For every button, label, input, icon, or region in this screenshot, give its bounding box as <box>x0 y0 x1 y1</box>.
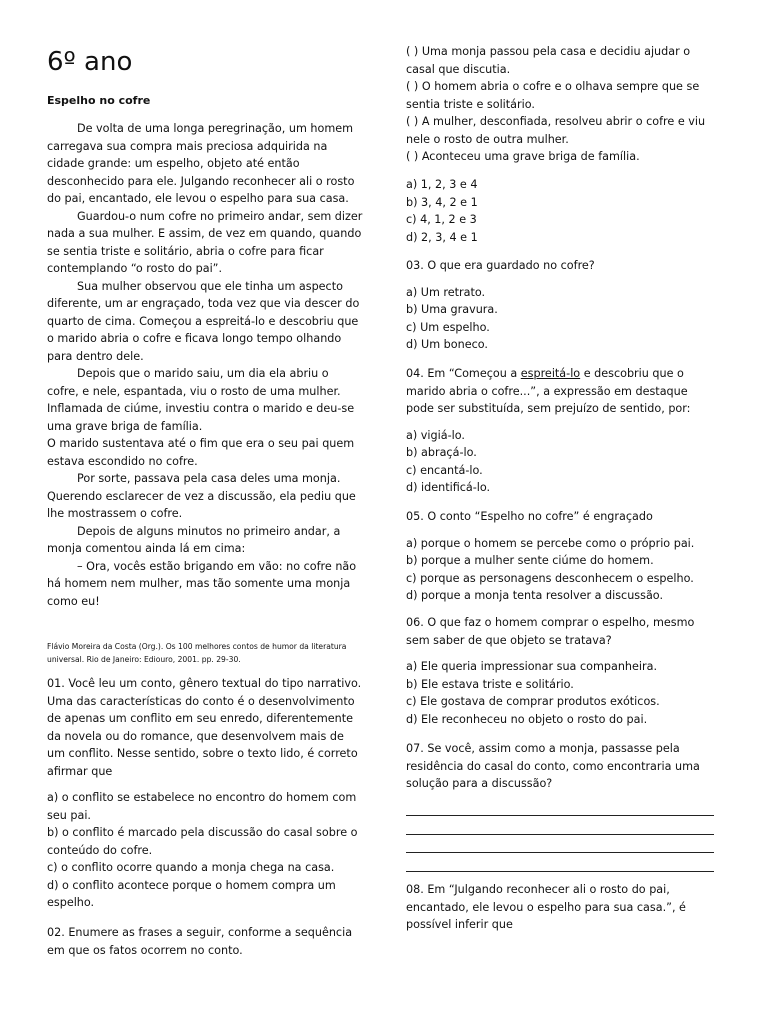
question-3-option-b: b) Uma gravura. <box>406 303 498 316</box>
question-4-highlight: espreitá-lo <box>520 367 581 380</box>
question-5-option-c: c) porque as personagens desconhecem o espelho. <box>406 571 694 585</box>
question-5-option-b: b) porque a mulher sente ciúme do homem. <box>406 554 654 567</box>
question-2-items <box>406 43 718 166</box>
question-4-prefix: 04. Em “Começou a <box>406 367 521 380</box>
story-paragraph: Depois que o marido saiu, um dia ela abriu o cofre, e nele, espantada, viu o rosto de uma mulher. Inflamada de ciúme, investiu contra o marido e deu-se uma grave briga de família. <box>47 367 355 433</box>
story-paragraph: O marido sustentava até o fim que era o seu pai quem estava escondido no cofre. <box>47 437 355 468</box>
question-2-item: ( ) A mulher, desconfiada, resolveu abrir o cofre e viu nele o rosto de outra mulher. <box>406 115 706 146</box>
question-2 <box>47 924 363 959</box>
question-6-option-b: b) Ele estava triste e solitário. <box>406 677 574 691</box>
question-4-text <box>406 365 718 418</box>
answer-line[interactable] <box>406 798 714 817</box>
answer-line[interactable] <box>406 835 714 854</box>
question-3-text: 03. O que era guardado no cofre? <box>406 259 595 272</box>
story-paragraph: Guardou-o num cofre no primeiro andar, sem dizer nada a sua mulher. E assim, de vez em quando, quando se sentia triste e solitário, abria o cofre para ficar contemplando “o rosto do pai”. <box>47 209 363 275</box>
question-6-option-c: c) Ele gostava de comprar produtos exóticos. <box>406 695 660 708</box>
answer-line[interactable] <box>406 816 714 835</box>
question-4-option-c: c) encantá-lo. <box>406 463 483 477</box>
story-paragraph: – Ora, vocês estão brigando em vão: no cofre não há homem nem mulher, mas tão somente uma monja como eu! <box>47 559 357 608</box>
question-1-option-d: d) o conflito acontece porque o homem compra um espelho. <box>47 878 336 909</box>
question-2-options <box>406 176 718 246</box>
story-paragraph: Por sorte, passava pela casa deles uma monja. Querendo esclarecer de vez a discussão, ela pediu que lhe mostrassem o cofre. <box>47 472 356 520</box>
question-1-option-a: a) o conflito se estabelece no encontro do homem com seu pai. <box>47 791 357 822</box>
question-1 <box>47 675 363 912</box>
question-6 <box>406 614 718 728</box>
question-8 <box>406 881 718 934</box>
question-4-option-a: a) vigiá-lo. <box>406 428 465 442</box>
grade-heading: 6º ano <box>47 47 133 77</box>
question-4 <box>406 365 718 497</box>
question-8-text: 08. Em “Julgando reconhecer ali o rosto do pai, encantado, ele levou o espelho para sua casa.”, é possível inferir que <box>406 883 686 931</box>
question-2-text: 02. Enumere as frases a seguir, conforme a sequência em que os fatos ocorrem no conto. <box>47 926 353 957</box>
question-4-suffix: e descobriu que o marido abria o cofre...”, a expressão em destaque pode ser substituída, sem prejuízo de sentido, por: <box>406 367 691 415</box>
question-7-text: 07. Se você, assim como a monja, passasse pela residência do casal do conto, como encontraria uma solução para a discussão? <box>406 742 700 790</box>
question-1-option-b: b) o conflito é marcado pela discussão do casal sobre o conteúdo do cofre. <box>47 826 358 857</box>
question-2-item: ( ) Aconteceu uma grave briga de família. <box>406 150 640 163</box>
story-text <box>47 120 363 610</box>
story-paragraph: De volta de uma longa peregrinação, um homem carregava sua compra mais preciosa adquirida na cidade grande: um espelho, objeto até então desconhecido para ele. Julgando reconhecer ali o rosto do pai, encantado, ele levou o espelho para sua casa. <box>47 122 355 205</box>
question-2-item: ( ) Uma monja passou pela casa e decidiu ajudar o casal que discutia. <box>406 45 691 76</box>
question-1-option-c: c) o conflito ocorre quando a monja chega na casa. <box>47 861 335 874</box>
story-paragraph: Sua mulher observou que ele tinha um aspecto diferente, um ar engraçado, toda vez que via descer do quarto de cima. Começou a espreitá-lo e descobriu que o marido abria o cofre e ficava longo tempo olhando para dentro dele. <box>47 279 360 363</box>
question-7 <box>406 740 718 872</box>
question-1-text: 01. Você leu um conto, gênero textual do tipo narrativo. Uma das características do conto é o desenvolvimento de apenas um conflito em seu enredo, diferentemente da novela ou do romance, que desenvolvem mais de um conflito. Nesse sentido, sobre o texto lido, é correto afirmar que <box>47 677 362 778</box>
question-3-option-d: d) Um boneco. <box>406 338 488 351</box>
answer-line[interactable] <box>406 853 714 872</box>
question-5-text: 05. O conto “Espelho no cofre” é engraçado <box>406 510 653 523</box>
story-title: Espelho no cofre <box>47 94 151 107</box>
question-2-option-d: d) 2, 3, 4 e 1 <box>406 230 478 244</box>
question-4-option-b: b) abraçá-lo. <box>406 446 477 459</box>
question-3-option-a: a) Um retrato. <box>406 285 486 299</box>
question-2-option-c: c) 4, 1, 2 e 3 <box>406 213 477 226</box>
question-2-option-b: b) 3, 4, 2 e 1 <box>406 195 478 209</box>
question-6-option-d: d) Ele reconheceu no objeto o rosto do pai. <box>406 712 648 726</box>
question-4-option-d: d) identificá-lo. <box>406 481 491 494</box>
question-2-option-a: a) 1, 2, 3 e 4 <box>406 178 478 191</box>
question-2-item: ( ) O homem abria o cofre e o olhava sempre que se sentia triste e solitário. <box>406 80 700 111</box>
question-6-option-a: a) Ele queria impressionar sua companheira. <box>406 660 658 673</box>
story-paragraph: Depois de alguns minutos no primeiro andar, a monja comentou ainda lá em cima: <box>47 524 341 555</box>
story-source: Flávio Moreira da Costa (Org.). Os 100 melhores contos de humor da literatura universal. Rio de Janeiro: Ediouro, 2001. pp. 29-30. <box>47 642 347 664</box>
question-6-text: 06. O que faz o homem comprar o espelho, mesmo sem saber de que objeto se tratava? <box>406 616 695 647</box>
question-3 <box>406 257 718 354</box>
question-5-option-d: d) porque a monja tenta resolver a discussão. <box>406 589 664 602</box>
question-3-option-c: c) Um espelho. <box>406 320 490 334</box>
question-5-option-a: a) porque o homem se percebe como o próprio pai. <box>406 536 695 550</box>
question-5 <box>406 508 718 605</box>
